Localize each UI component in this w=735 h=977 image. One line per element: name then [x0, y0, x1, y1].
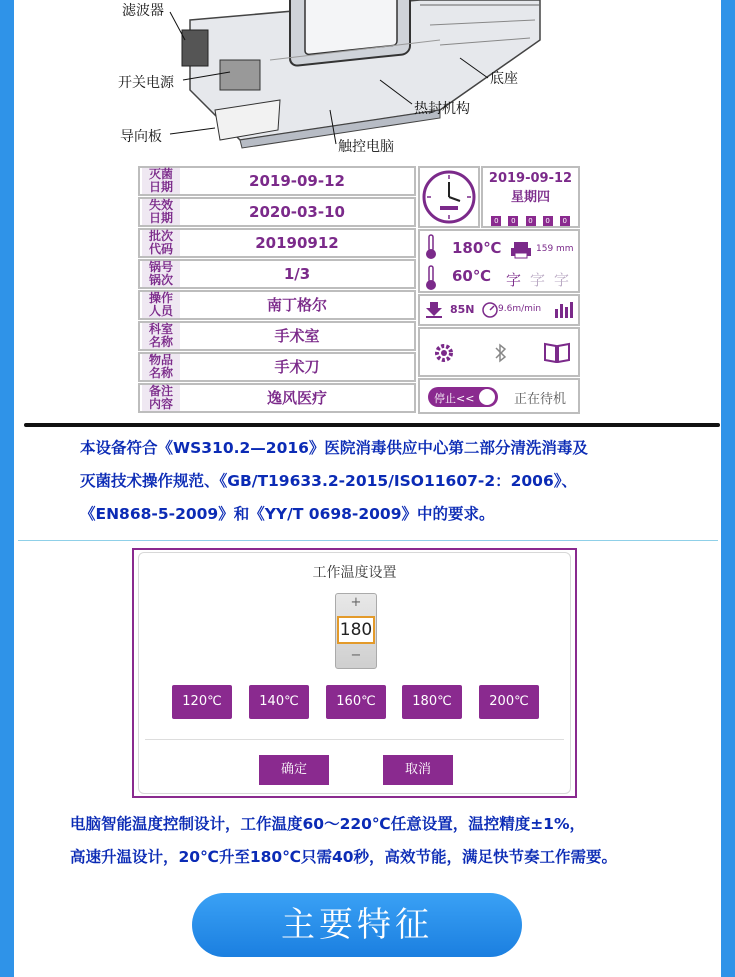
clock-icon — [420, 168, 478, 226]
callout-leaders — [0, 0, 735, 165]
temperature-line: 高速升温设计，20℃升至180℃只需40秒，高效节能，满足快节奏工作需要。 — [70, 848, 618, 866]
preset-180-button[interactable]: 180℃ — [402, 685, 462, 719]
row-expiry-date[interactable] — [138, 197, 416, 227]
row-item-name[interactable] — [138, 352, 416, 382]
weekday-text: 星期四 — [510, 190, 550, 205]
thermometer-icon — [424, 265, 438, 291]
callout-power: 开关电源 — [118, 75, 174, 91]
row-department[interactable] — [138, 321, 416, 351]
row-label: 操作 人员 — [142, 292, 180, 318]
set-temperature: 180℃ — [452, 239, 502, 257]
temperature-line: 电脑智能温度控制设计，工作温度60～220℃任意设置，温控精度±1%， — [70, 815, 585, 833]
actual-temperature: 60℃ — [452, 267, 492, 285]
row-value: 手术刀 — [274, 358, 320, 376]
row-label: 科室 名称 — [142, 323, 180, 349]
status-text: 正在待机 — [514, 392, 567, 407]
divider — [24, 423, 720, 427]
printer-icon — [510, 241, 532, 259]
section-divider — [18, 540, 718, 541]
gear-icon[interactable] — [432, 341, 456, 365]
stop-label: 停止<< — [434, 392, 475, 405]
callout-sealer: 热封机构 — [414, 101, 470, 117]
font-size-large[interactable]: 字 — [554, 271, 570, 289]
callout-filter: 滤波器 — [122, 3, 164, 19]
date-text: 2019-09-12 — [488, 171, 573, 186]
pressure-value: 85N — [450, 303, 475, 316]
row-label: 灭菌 日期 — [142, 168, 180, 194]
row-value: 南丁格尔 — [266, 296, 327, 314]
counter-digit: 0 — [508, 216, 518, 226]
temperature-input[interactable]: 180 — [337, 616, 375, 644]
temperature-dialog — [138, 552, 571, 794]
bluetooth-icon[interactable] — [494, 343, 508, 363]
touchscreen-panel — [138, 166, 580, 420]
temperature-stepper — [335, 593, 377, 669]
row-sterilization-date[interactable] — [138, 166, 416, 196]
row-label: 失效 日期 — [142, 199, 180, 225]
down-arrow-icon — [426, 302, 442, 318]
counter-digit: 0 — [491, 216, 501, 226]
font-size-medium[interactable]: 字 — [530, 271, 546, 289]
dialog-title: 工作温度设置 — [312, 565, 397, 581]
row-value: 20190912 — [255, 234, 339, 252]
row-value: 2020-03-10 — [249, 203, 345, 221]
clock-cell — [418, 166, 480, 228]
counter-digit: 0 — [543, 216, 553, 226]
row-batch-code[interactable] — [138, 228, 416, 258]
dialog-divider — [145, 739, 564, 740]
speed-value: 9.6m/min — [498, 304, 542, 314]
temperature-paragraph — [70, 808, 617, 874]
row-label: 锅号 锅次 — [142, 261, 180, 287]
tools-cell — [418, 327, 580, 377]
row-pot-number[interactable] — [138, 259, 416, 289]
row-value: 2019-09-12 — [249, 172, 345, 190]
pressure-speed-cell — [418, 294, 580, 326]
increment-button[interactable]: + — [350, 595, 362, 610]
temperature-dialog-frame — [132, 548, 577, 798]
row-label: 备注 内容 — [142, 385, 180, 411]
status-cell — [418, 378, 580, 414]
counter-digit: 0 — [526, 216, 536, 226]
counter — [483, 208, 578, 227]
row-remarks[interactable] — [138, 383, 416, 413]
callout-touch-pc: 触控电脑 — [338, 139, 394, 155]
print-width: 159 mm — [536, 244, 574, 254]
standards-line: 灭菌技术操作规范、《GB/T19633.2-2015/ISO11607-2：2006》、 — [80, 472, 577, 490]
standards-line: 《EN868-5-2009》和《YY/T 0698-2009》中的要求。 — [80, 505, 495, 523]
row-label: 物品 名称 — [142, 354, 180, 380]
stop-toggle[interactable] — [428, 387, 498, 407]
gauge-icon — [482, 302, 498, 318]
standards-paragraph — [80, 432, 588, 531]
row-operator[interactable] — [138, 290, 416, 320]
toggle-knob — [479, 389, 495, 405]
callout-base: 底座 — [490, 71, 518, 87]
cancel-button[interactable]: 取消 — [383, 755, 453, 785]
standards-line: 本设备符合《WS310.2—2016》医院消毒供应中心第二部分清洗消毒及 — [80, 439, 588, 457]
preset-120-button[interactable]: 120℃ — [172, 685, 232, 719]
row-value: 手术室 — [274, 327, 320, 345]
callout-guide: 导向板 — [120, 129, 162, 145]
bar-chart-icon[interactable] — [554, 301, 574, 319]
decrement-button[interactable]: − — [350, 648, 362, 663]
book-icon[interactable] — [544, 341, 570, 363]
preset-200-button[interactable]: 200℃ — [479, 685, 539, 719]
counter-digit: 0 — [560, 216, 570, 226]
confirm-button[interactable]: 确定 — [259, 755, 329, 785]
thermometer-icon — [424, 234, 438, 260]
main-features-banner: 主要特征 — [192, 893, 522, 957]
row-value: 1/3 — [283, 265, 311, 283]
preset-140-button[interactable]: 140℃ — [249, 685, 309, 719]
date-cell — [481, 166, 580, 228]
temperature-cell[interactable] — [418, 229, 580, 293]
font-size-small[interactable]: 字 — [506, 271, 522, 289]
preset-160-button[interactable]: 160℃ — [326, 685, 386, 719]
row-value: 逸风医疗 — [266, 389, 327, 407]
row-label: 批次 代码 — [142, 230, 180, 256]
